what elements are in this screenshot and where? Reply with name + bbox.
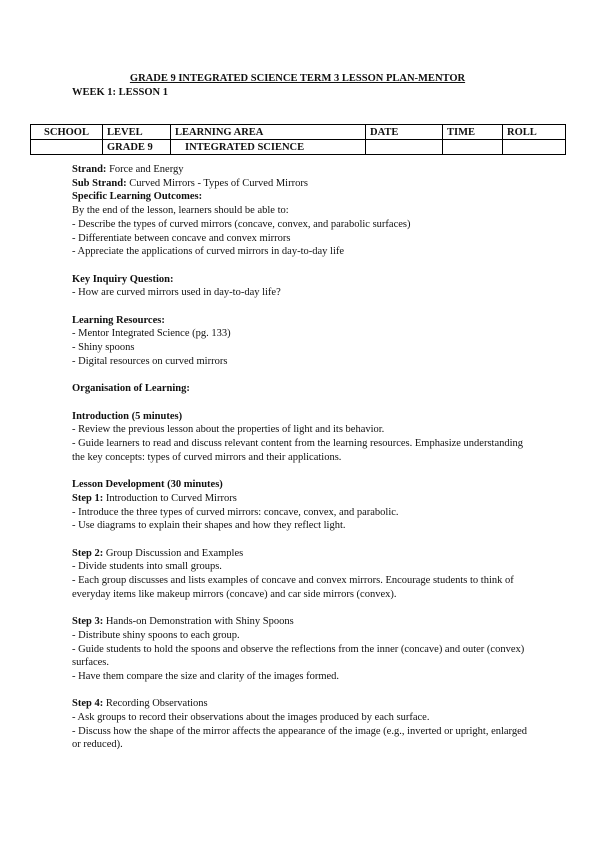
outcome-item: - Appreciate the applications of curved mirrors in day-to-day life bbox=[72, 246, 345, 258]
outcome-item: - Describe the types of curved mirrors (concave, convex, and parabolic surfaces) bbox=[72, 218, 411, 230]
date-header: DATE bbox=[366, 125, 443, 140]
resource-item: - Shiny spoons bbox=[72, 342, 135, 354]
step-item: - Discuss how the shape of the mirror affects the appearance of the image (e.g., inverted or upright, enlarged or reduced). bbox=[72, 725, 528, 751]
school-value bbox=[31, 140, 103, 155]
step-3-title: Step 3: Hands-on Demonstration with Shiny Spoons bbox=[72, 616, 294, 628]
lesson-body bbox=[72, 163, 532, 752]
inquiry-heading: Key Inquiry Question: bbox=[72, 273, 174, 285]
info-table-value-row bbox=[31, 140, 566, 155]
roll-value bbox=[503, 140, 566, 155]
time-header: TIME bbox=[443, 125, 503, 140]
info-table-header-row bbox=[31, 125, 566, 140]
sub-strand-label: Sub Strand: bbox=[72, 177, 127, 189]
resource-item: - Mentor Integrated Science (pg. 133) bbox=[72, 328, 231, 340]
learning-area-header: LEARNING AREA bbox=[171, 125, 366, 140]
introduction-heading: Introduction (5 minutes) bbox=[72, 410, 183, 422]
outcomes-heading: Specific Learning Outcomes: bbox=[72, 191, 203, 203]
outcomes-intro: By the end of the lesson, learners should be able to: bbox=[72, 205, 289, 217]
strand-label: Strand: bbox=[72, 164, 107, 175]
resources-heading: Learning Resources: bbox=[72, 314, 165, 326]
level-header: LEVEL bbox=[103, 125, 171, 140]
week-lesson-label: WEEK 1: LESSON 1 bbox=[72, 87, 168, 98]
step-item: - Ask groups to record their observations about the images produced by each surface. bbox=[72, 712, 430, 723]
step-item: - Each group discusses and lists examples of concave and convex mirrors. Encourage students to think of everyday items like makeup mirrors (concave) and car side mirrors (convex). bbox=[72, 575, 514, 600]
outcome-item: - Differentiate between concave and convex mirrors bbox=[72, 232, 291, 244]
document-title: GRADE 9 INTEGRATED SCIENCE TERM 3 LESSON PLAN-MENTOR bbox=[129, 73, 466, 84]
introduction-item: - Guide learners to read and discuss relevant content from the learning resources. Emphasize understanding the key concepts: types of curved mirrors and their applications. bbox=[72, 438, 524, 463]
inquiry-item: - How are curved mirrors used in day-to-day life? bbox=[72, 287, 281, 299]
step-item: - Introduce the three types of curved mirrors: concave, convex, and parabolic. bbox=[72, 506, 399, 518]
roll-header: ROLL bbox=[503, 125, 566, 140]
step-item: - Guide students to hold the spoons and observe the reflections from the inner (concave) and outer (convex) surfaces. bbox=[72, 643, 525, 669]
strand-line bbox=[72, 163, 532, 177]
step-item: - Divide students into small groups. bbox=[72, 561, 222, 573]
level-value: GRADE 9 bbox=[103, 140, 171, 155]
step-item: - Distribute shiny spoons to each group. bbox=[72, 629, 240, 641]
organisation-heading: Organisation of Learning: bbox=[72, 383, 190, 395]
step-1-title: Step 1: Introduction to Curved Mirrors bbox=[72, 492, 237, 504]
sub-strand-line bbox=[72, 177, 532, 191]
sub-strand-value: Curved Mirrors - Types of Curved Mirrors bbox=[126, 177, 308, 189]
school-header: SCHOOL bbox=[31, 125, 103, 140]
step-item: - Have them compare the size and clarity of the images formed. bbox=[72, 670, 340, 682]
step-4-title: Step 4: Recording Observations bbox=[72, 698, 208, 710]
strand-value: Force and Energy bbox=[106, 164, 184, 175]
development-heading: Lesson Development (30 minutes) bbox=[72, 479, 223, 491]
introduction-item: - Review the previous lesson about the properties of light and its behavior. bbox=[72, 424, 385, 436]
step-2-title: Step 2: Group Discussion and Examples bbox=[72, 547, 244, 559]
resource-item: - Digital resources on curved mirrors bbox=[72, 355, 228, 367]
lesson-info-table bbox=[30, 124, 566, 155]
learning-area-value: INTEGRATED SCIENCE bbox=[171, 140, 366, 155]
time-value bbox=[443, 140, 503, 155]
step-item: - Use diagrams to explain their shapes and how they reflect light. bbox=[72, 520, 346, 532]
date-value bbox=[366, 140, 443, 155]
